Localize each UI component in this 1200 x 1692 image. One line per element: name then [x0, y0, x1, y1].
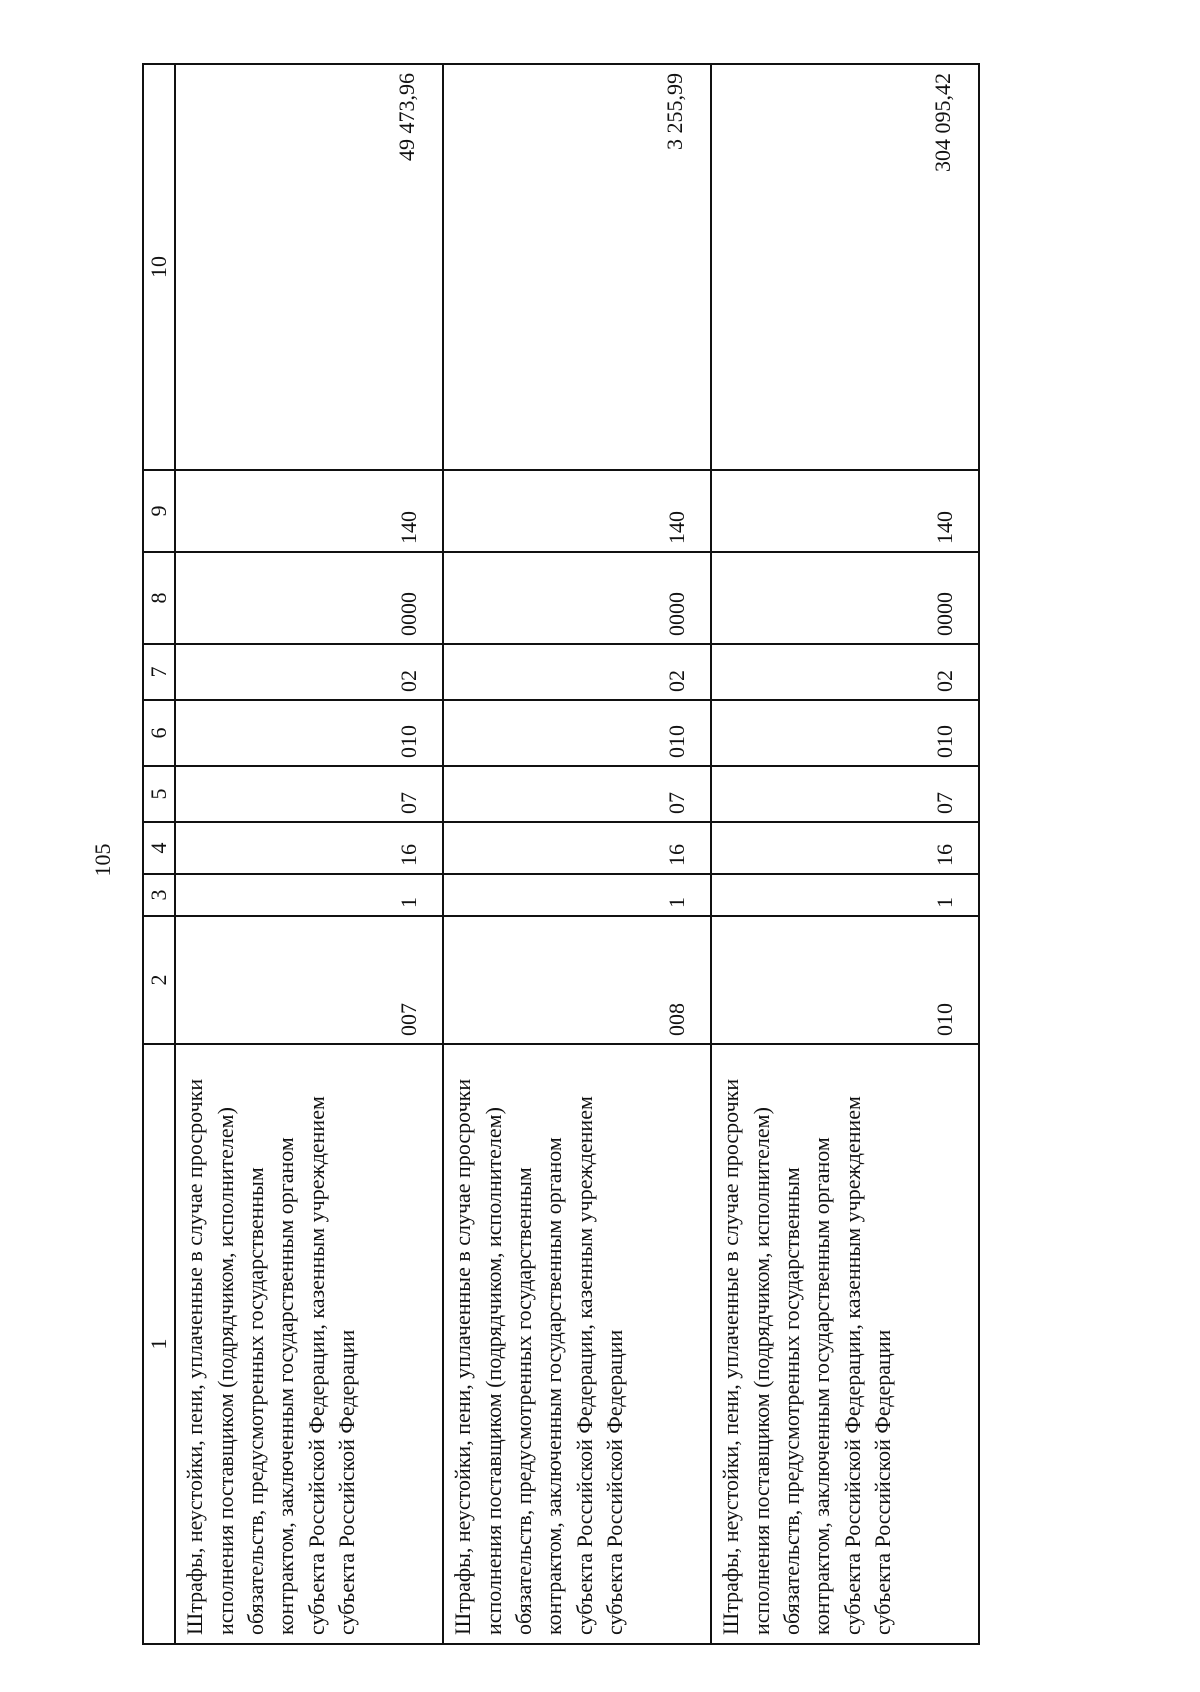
amount-cell: 3 255,99 — [443, 64, 711, 470]
element-code-cell: 02 — [443, 644, 711, 700]
program-code-cell: 0000 — [711, 552, 979, 644]
column-header: 8 — [143, 552, 175, 644]
group-code-cell: 1 — [711, 874, 979, 916]
amount-cell: 304 095,42 — [711, 64, 979, 470]
page-number — [88, 832, 118, 888]
column-header: 10 — [143, 64, 175, 470]
article-code-cell: 07 — [175, 766, 443, 822]
table-row — [711, 64, 979, 1644]
subarticle-code-cell: 010 — [711, 700, 979, 766]
subarticle-code-cell: 010 — [443, 700, 711, 766]
budget-table-container — [142, 65, 957, 1645]
description-cell: Штрафы, неустойки, пени, уплаченные в случае просрочки исполнения поставщиком (подрядчиком, исполнителем) обязательств, предусмотренных государственным контрактом, заключенным государственным органом субъекта Российской Федерации, казенным учреждением субъекта Российской Федерации — [443, 1044, 711, 1644]
description-cell: Штрафы, неустойки, пени, уплаченные в случае просрочки исполнения поставщиком (подрядчиком, исполнителем) обязательств, предусмотренных государственным контрактом, заключенным государственным органом субъекта Российской Федерации, казенным учреждением субъекта Российской Федерации — [175, 1044, 443, 1644]
column-number-row — [143, 64, 175, 1644]
program-code-cell: 0000 — [443, 552, 711, 644]
budget-revenue-table — [142, 63, 980, 1645]
admin-code-cell: 010 — [711, 916, 979, 1044]
admin-code-cell: 007 — [175, 916, 443, 1044]
column-header: 3 — [143, 874, 175, 916]
admin-code-cell: 008 — [443, 916, 711, 1044]
column-header: 7 — [143, 644, 175, 700]
column-header: 4 — [143, 822, 175, 874]
element-code-cell: 02 — [175, 644, 443, 700]
article-code-cell: 07 — [711, 766, 979, 822]
subgroup-code-cell: 16 — [443, 822, 711, 874]
subarticle-code-cell: 010 — [175, 700, 443, 766]
page-number-text: 105 — [90, 843, 115, 877]
column-header: 6 — [143, 700, 175, 766]
classification-code-cell: 140 — [175, 470, 443, 552]
element-code-cell: 02 — [711, 644, 979, 700]
column-header: 9 — [143, 470, 175, 552]
subgroup-code-cell: 16 — [711, 822, 979, 874]
amount-cell: 49 473,96 — [175, 64, 443, 470]
column-header: 1 — [143, 1044, 175, 1644]
column-header: 2 — [143, 916, 175, 1044]
program-code-cell: 0000 — [175, 552, 443, 644]
table-row — [175, 64, 443, 1644]
description-cell: Штрафы, неустойки, пени, уплаченные в случае просрочки исполнения поставщиком (подрядчиком, исполнителем) обязательств, предусмотренных государственным контрактом, заключенным государственным органом субъекта Российской Федерации, казенным учреждением субъекта Российской Федерации — [711, 1044, 979, 1644]
subgroup-code-cell: 16 — [175, 822, 443, 874]
table-row — [443, 64, 711, 1644]
group-code-cell: 1 — [443, 874, 711, 916]
column-header: 5 — [143, 766, 175, 822]
group-code-cell: 1 — [175, 874, 443, 916]
article-code-cell: 07 — [443, 766, 711, 822]
classification-code-cell: 140 — [443, 470, 711, 552]
classification-code-cell: 140 — [711, 470, 979, 552]
